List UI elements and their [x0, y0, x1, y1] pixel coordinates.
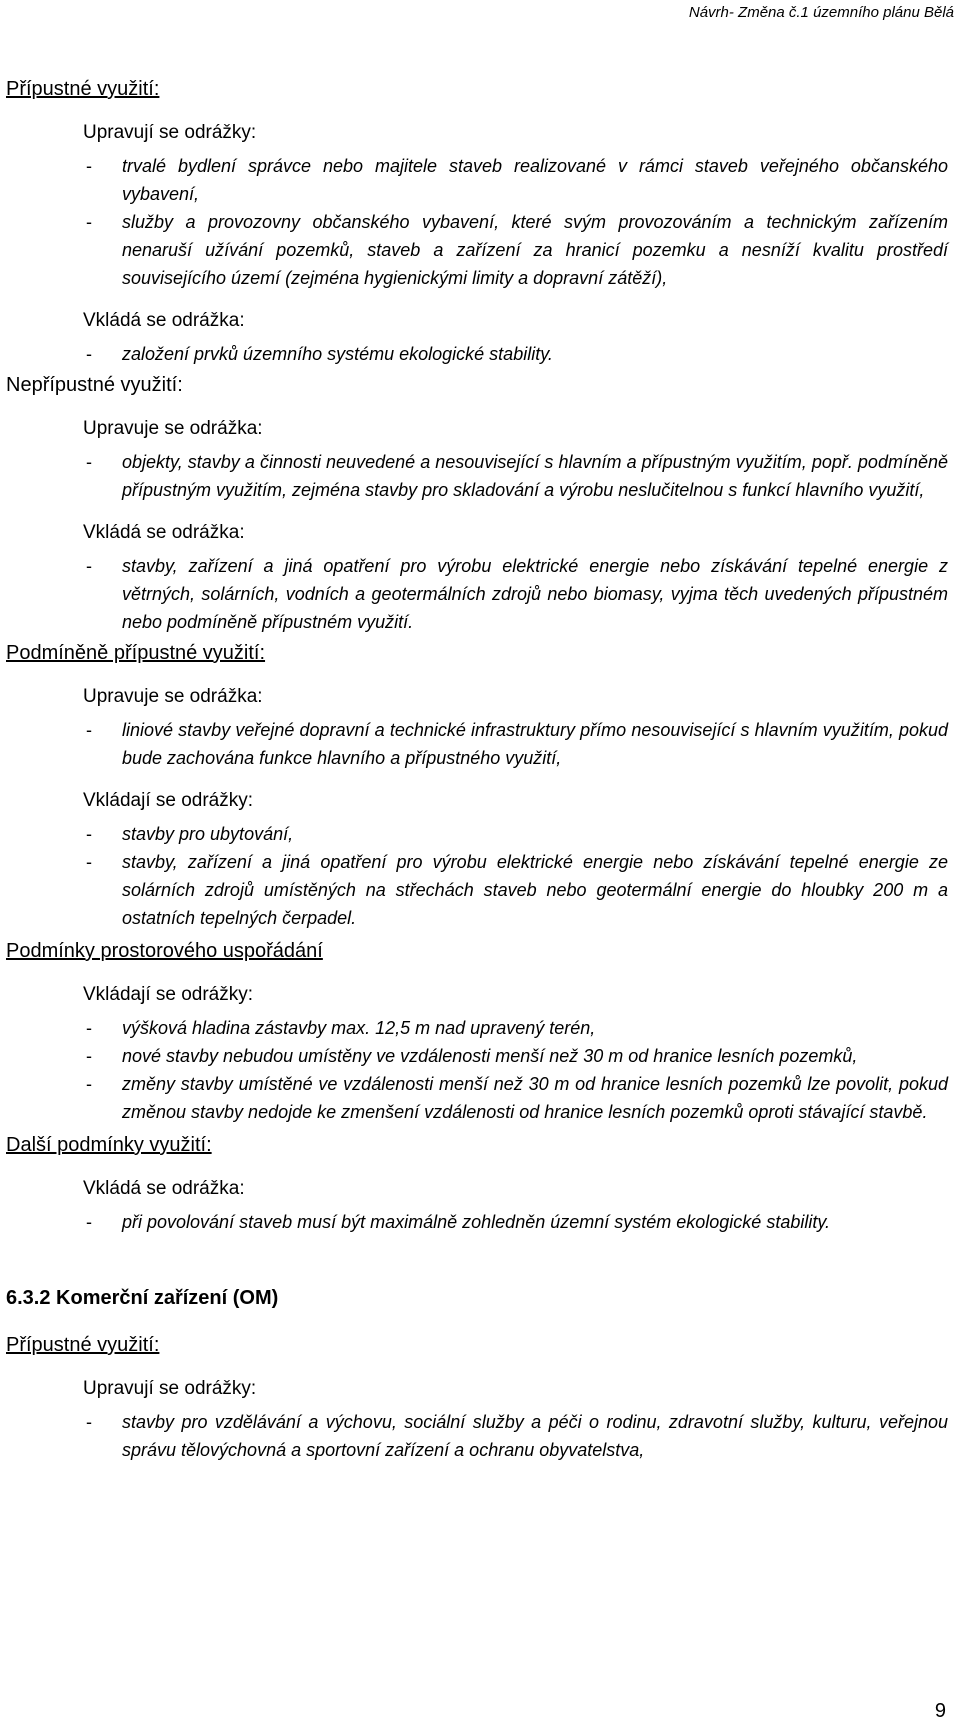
sub-heading: Vkládá se odrážka: — [83, 310, 245, 331]
list-item: - liniové stavby veřejné dopravní a technické infrastruktury přímo nesouvisející s hlavním využitím, pokud bude zachována funkce hlavního a přípustného využití, — [6, 716, 956, 772]
bullet-list — [6, 552, 956, 636]
list-item: - při povolování staveb musí být maximálně zohledněn územní systém ekologické stability. — [6, 1208, 956, 1236]
bullet-list — [6, 152, 956, 292]
section-nepripustne — [6, 372, 956, 636]
bullet-list — [6, 716, 956, 772]
dash-bullet: - — [86, 452, 92, 472]
list-item: - trvalé bydlení správce nebo majitele staveb realizované v rámci staveb veřejného občanského vybavení, — [6, 152, 956, 208]
list-item: - výšková hladina zástavby max. 12,5 m nad upravený terén, — [6, 1014, 956, 1042]
list-item: - stavby, zařízení a jiná opatření pro výrobu elektrické energie nebo získávání tepelné energie z větrných, solárních, vodních a geotermálních zdrojů nebo biomasy, vyjma těch uvedených přípustném nebo podmíněně přípustném využití. — [6, 552, 956, 636]
bullet-list — [6, 1208, 956, 1236]
sub-heading: Upravují se odrážky: — [83, 1378, 257, 1399]
section-heading: Podmínky prostorového uspořádání — [6, 940, 323, 962]
sub-heading: Vkládají se odrážky: — [83, 790, 254, 811]
sub-heading: Vkládá se odrážka: — [83, 522, 245, 543]
bullet-list — [6, 1014, 956, 1126]
dash-bullet: - — [86, 344, 92, 364]
dash-bullet: - — [86, 1412, 92, 1432]
section-heading: Další podmínky využití: — [6, 1134, 212, 1156]
dash-bullet: - — [86, 212, 92, 232]
dash-bullet: - — [86, 156, 92, 176]
sub-heading: Vkládá se odrážka: — [83, 1178, 245, 1199]
section-heading: Přípustné využití: — [6, 1334, 160, 1356]
section-komercni — [6, 1284, 956, 1464]
document-body — [6, 76, 956, 1480]
section-heading: Přípustné využití: — [6, 78, 160, 100]
dash-bullet: - — [86, 720, 92, 740]
section-pripustne — [6, 76, 956, 368]
dash-bullet: - — [86, 1018, 92, 1038]
dash-bullet: - — [86, 556, 92, 576]
dash-bullet: - — [86, 824, 92, 844]
dash-bullet: - — [86, 1074, 92, 1094]
list-item: - založení prvků územního systému ekologické stability. — [6, 340, 956, 368]
section-dalsi — [6, 1132, 956, 1236]
page-header: Návrh- Změna č.1 územního plánu Bělá — [688, 4, 954, 21]
list-item: - stavby pro ubytování, — [6, 820, 956, 848]
bullet-list — [6, 1408, 956, 1464]
sub-heading: Upravují se odrážky: — [83, 122, 257, 143]
list-item: - změny stavby umístěné ve vzdálenosti menší než 30 m od hranice lesních pozemků lze povolit, pokud změnou stavby nedojde ke zmenšení vzdálenosti od hranice lesních pozemků oproti stávající stavbě. — [6, 1070, 956, 1126]
list-item: - stavby, zařízení a jiná opatření pro výrobu elektrické energie nebo získávání tepelné energie ze solárních zdrojů umístěných na střechách staveb nebo geotermální energie do hloubky 200 m a ostatních tepelných čerpadel. — [6, 848, 956, 932]
section-podminene — [6, 640, 956, 932]
dash-bullet: - — [86, 1046, 92, 1066]
sub-heading: Upravuje se odrážka: — [83, 686, 263, 707]
sub-heading: Vkládají se odrážky: — [83, 984, 254, 1005]
section-heading: Nepřípustné využití: — [6, 374, 183, 396]
chapter-heading: 6.3.2 Komerční zařízení (OM) — [6, 1287, 279, 1309]
list-item: - stavby pro vzdělávání a výchovu, sociální služby a péči o rodinu, zdravotní služby, kulturu, veřejnou správu tělovýchovná a sportovní zařízení a ochranu obyvatelstva, — [6, 1408, 956, 1464]
bullet-list — [6, 448, 956, 504]
bullet-list — [6, 340, 956, 368]
bullet-list — [6, 820, 956, 932]
list-item: - objekty, stavby a činnosti neuvedené a nesouvisející s hlavním a přípustným využitím, popř. podmíněně přípustným využitím, zejména stavby pro skladování a výrobu neslučitelnou s funkcí hlavního využití, — [6, 448, 956, 504]
dash-bullet: - — [86, 1212, 92, 1232]
section-heading: Podmíněně přípustné využití: — [6, 642, 266, 664]
list-item: - služby a provozovny občanského vybavení, které svým provozováním a technickým zařízením nenaruší užívání pozemků, staveb a zařízení za hranicí pozemku a nesníží kvalitu prostředí souvisejícího území (zejména hygienickými limity a dopravní zátěží), — [6, 208, 956, 292]
list-item: - nové stavby nebudou umístěny ve vzdálenosti menší než 30 m od hranice lesních pozemků, — [6, 1042, 956, 1070]
dash-bullet: - — [86, 852, 92, 872]
sub-heading: Upravuje se odrážka: — [83, 418, 263, 439]
section-prostorove — [6, 938, 956, 1126]
page-number: 9 — [934, 1700, 946, 1722]
